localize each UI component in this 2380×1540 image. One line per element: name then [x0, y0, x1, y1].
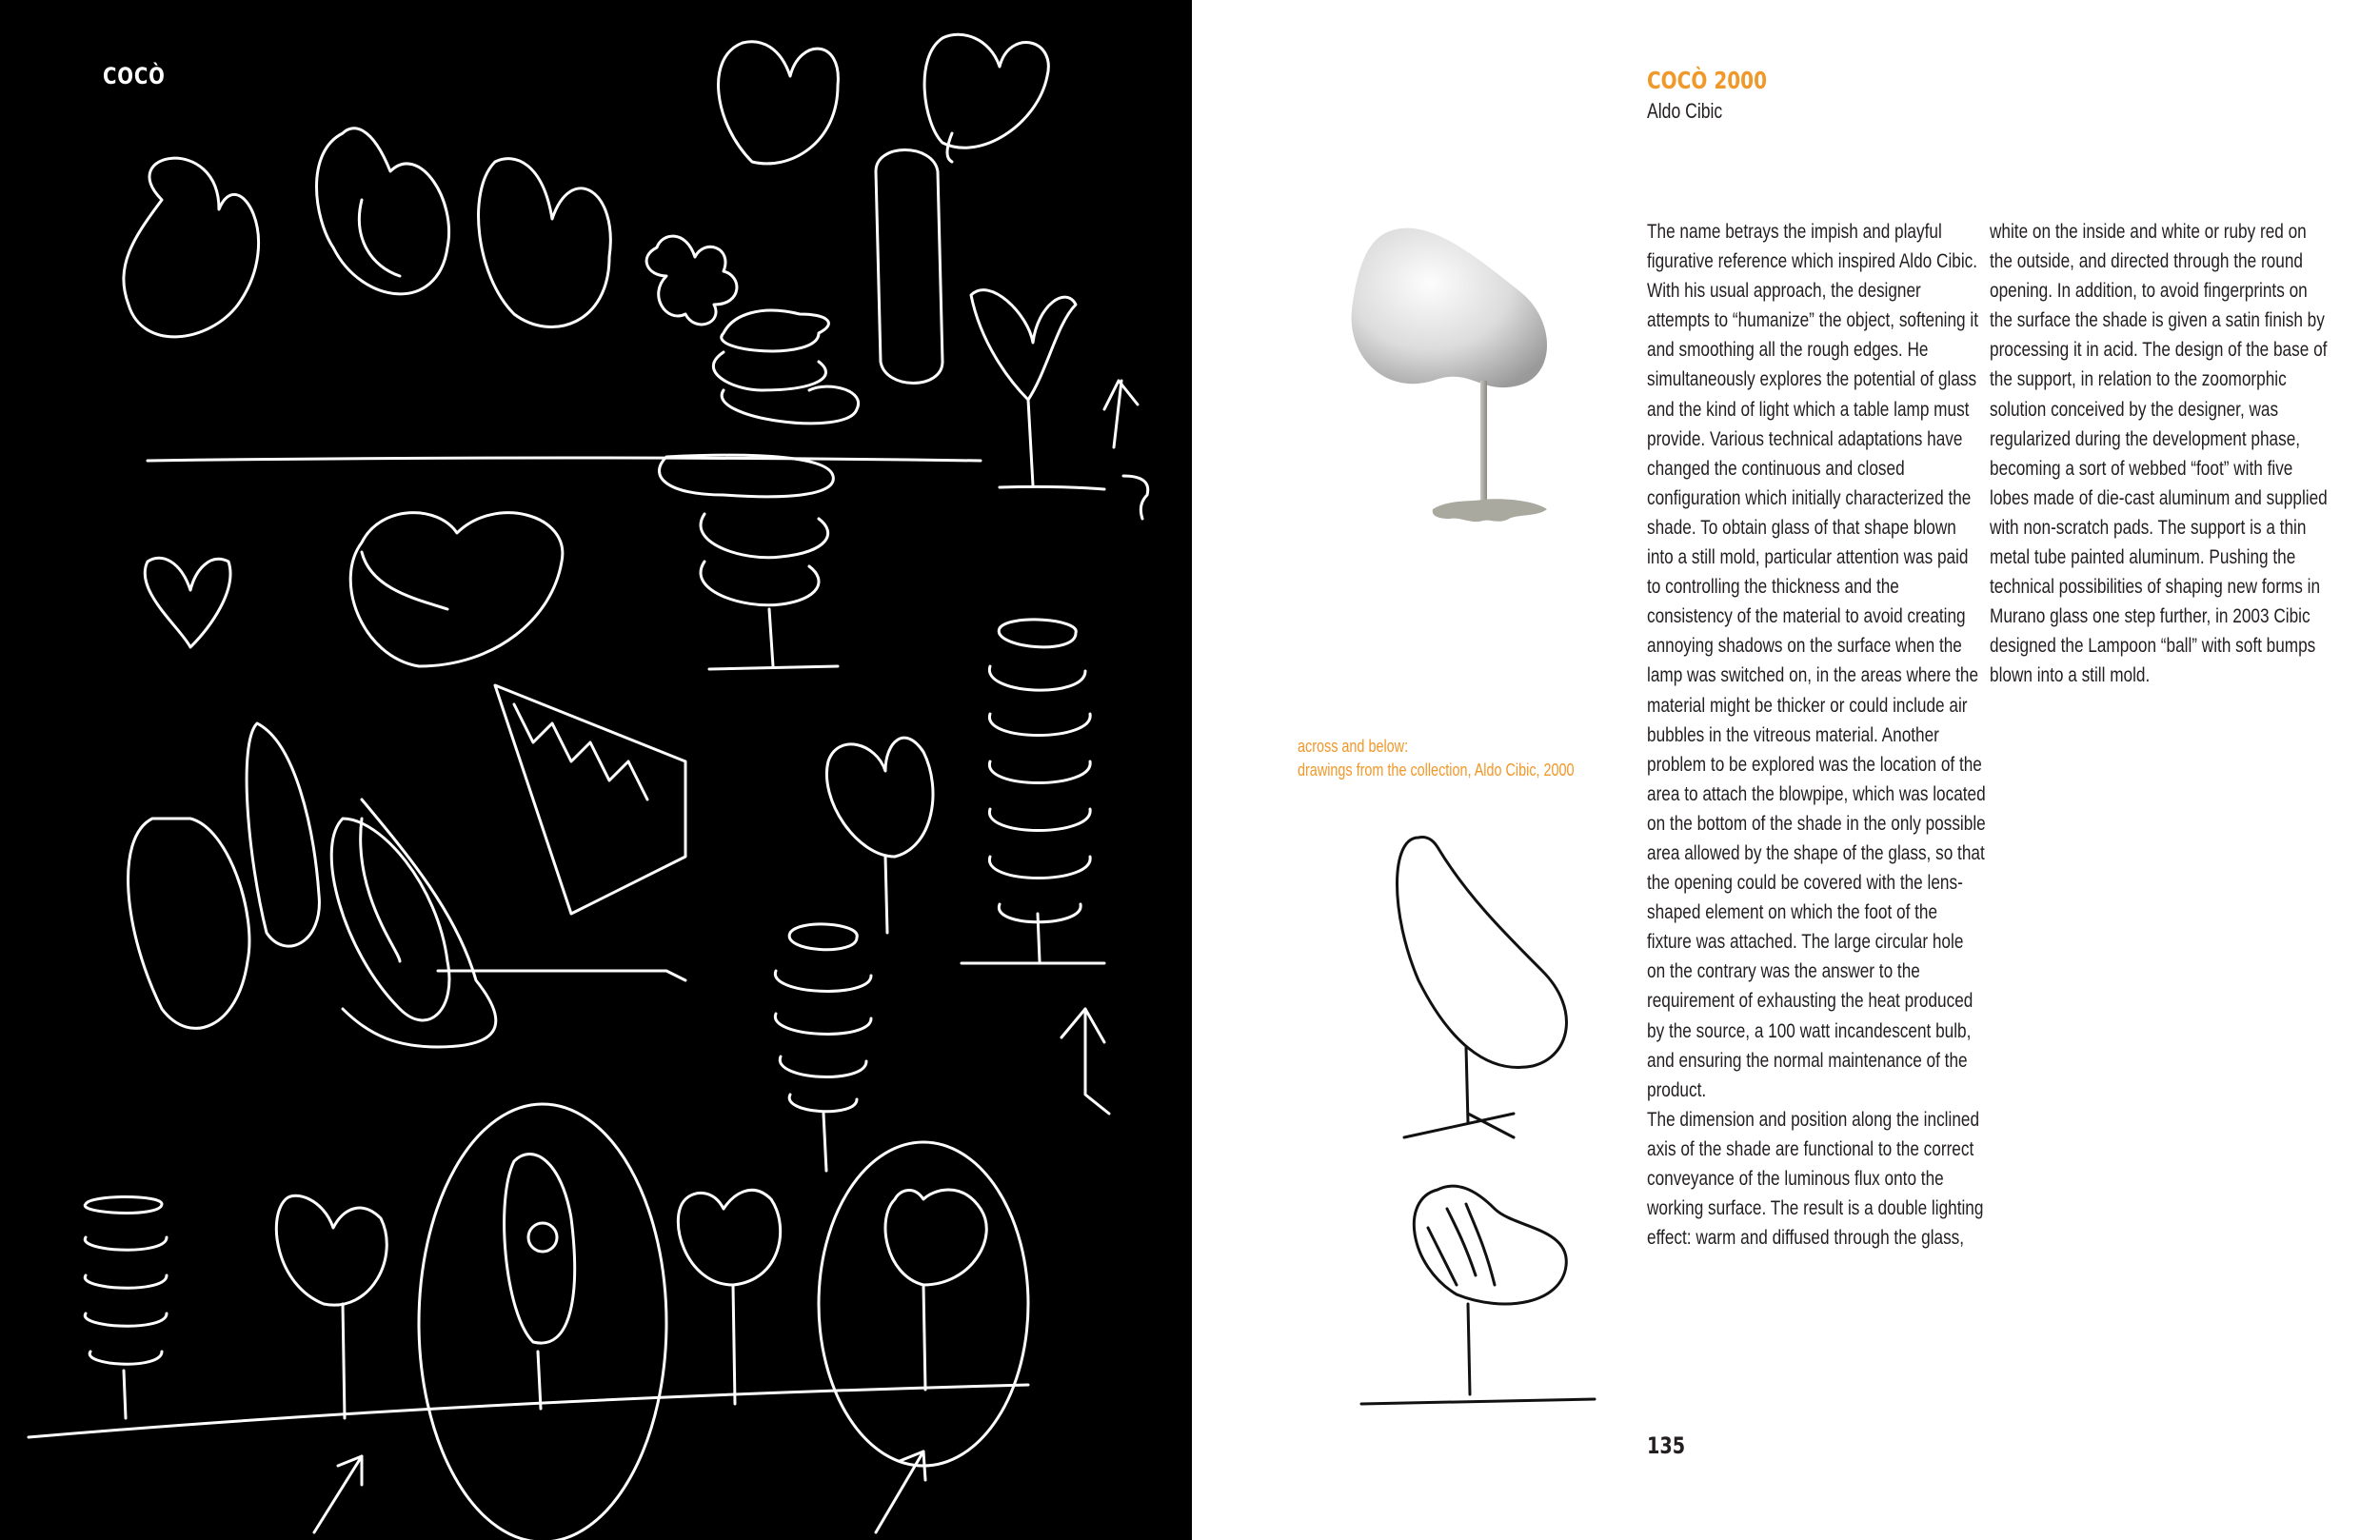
caption-line-2: drawings from the collection, Aldo Cibic, 2000 [1298, 760, 1575, 780]
caption-line-1: across and below: [1298, 737, 1409, 756]
body-text-column-2 [1990, 217, 2329, 691]
running-head: COCÒ [103, 63, 166, 89]
body-paragraph-2: The dimension and position along the inclined axis of the shade are functional to the correct conveyance of the luminous flux onto the working surface. The result is a double lighting effect: warm and diffused through the glass, [1647, 1107, 1984, 1250]
body-paragraph-1: The name betrays the impish and playful figurative reference which inspired Aldo Cibic. With his usual approach, the designer attempts to “humanize” the object, softening it and smoothing all the rough edges. He simultaneously explores the potential of glass and the kind of light which a table lamp must provide. Various technical adaptations have changed the continuous and closed configuration which initially characterized the shade. To obtain glass of that shape blown into a still mold, particular attention was paid to controlling the thickness and the consistency of the material to avoid creating annoying shadows on the surface when the lamp was switched on, in the areas where the material might be thicker or could include air bubbles in the vitreous material. Another problem to be explored was the location of the area to attach the blowpipe, which was located on the bottom of the shade in the only possible area allowed by the shape of the glass, so that the opening could be covered with the lens-shaped element on which the foot of the fixture was attached. The large circular hole on the contrary was the answer to the requirement of exhausting the heat produced by the source, a 100 watt incandescent bulb, and ensuring the normal maintenance of the product. [1647, 220, 1986, 1101]
figure-caption [1298, 735, 1575, 782]
article-title: COCÒ 2000 [1647, 67, 1767, 94]
body-paragraph-3: white on the inside and white or ruby red on the outside, and directed through the round opening. In addition, to avoid fingerprints on the surface the shade is given a satin finish by processing it in acid. The design of the base of the support, in relation to the zoomorphic solution conceived by the designer, was regularized during the development phase, becoming a sort of webbed “foot” with five lobes made of die-cast aluminum and supplied with non-scratch pads. The support is a thin metal tube painted aluminum. Pushing the technical possibilities of shaping new forms in Murano glass one step further, in 2003 Cibic designed the Lampoon “ball” with soft bumps blown into a still mold. [1990, 220, 2328, 687]
body-text-column-1 [1647, 217, 1986, 1253]
article-author: Aldo Cibic [1647, 99, 1723, 123]
lamp-line-sketches [1352, 828, 1618, 1418]
coco-lamp-photo [1328, 214, 1595, 538]
page-number: 135 [1647, 1432, 1686, 1459]
